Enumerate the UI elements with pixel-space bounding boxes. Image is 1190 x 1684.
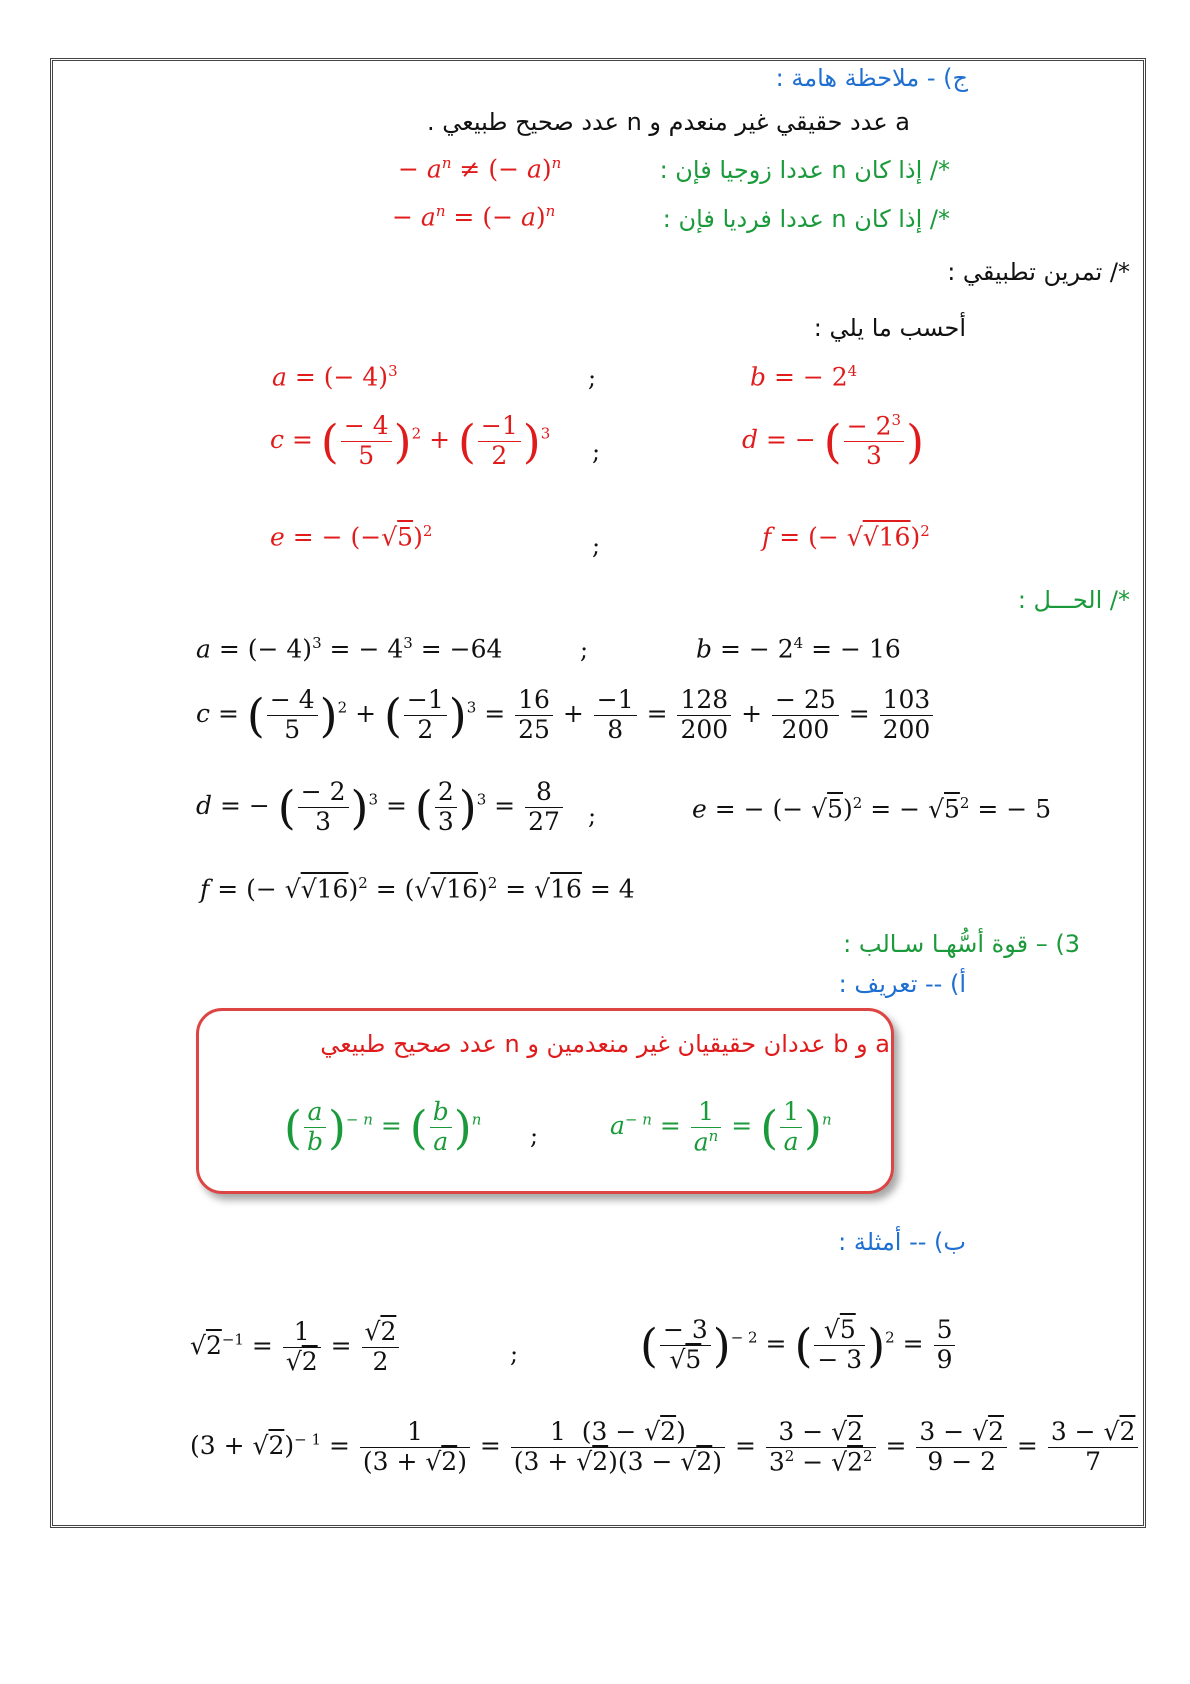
example-2: ( $\frac{- 3}{√5}$ )$^{- 2}$ = ( $\frac{√5}{- 3}$ )$^2$ = $\frac{5}{9}$: [640, 1316, 957, 1375]
note-odd-formula: − $a^n$ = (− a)$^n$: [392, 202, 556, 232]
separator: ;: [592, 532, 601, 560]
definition-formula-2: $a^{- n}$ = $\frac{1}{a^n}$ = ( $\frac{1}{a}$ )$^n$: [610, 1097, 832, 1157]
separator: ;: [530, 1122, 539, 1150]
exercise-b: b = − $2^4$: [750, 362, 858, 392]
separator: ;: [588, 802, 597, 830]
solution-e: e = − (− √5)$^2$ = − $√5^2$ = − 5: [692, 794, 1052, 824]
note-odd-text: */ إذا كان n عددا فرديا فإن :: [662, 205, 950, 233]
solution-d: d = − ( $\frac{- 2}{3}$ )$^3$ = ( $\frac{2}{3}$ )$^3$ = $\frac{8}{27}$: [196, 778, 565, 837]
exercise-e: e = − $(-√5)^2$: [270, 522, 433, 552]
section3-title: 3) – قوة أسُّهـا سـالب :: [843, 930, 1080, 958]
exercise-instruction: أحسب ما يلي :: [813, 314, 966, 342]
examples-title: ب) -- أمثلة :: [838, 1228, 966, 1256]
separator: ;: [592, 438, 601, 466]
example-3: $(3 + √2)^{- 1}$ = $\frac{1}{(3 + √2)}$ = $\frac{1 (3 - √2)}{(3 + √2)(3 - √2)}$ = $\frac{3 - √2}{3^2 - √2^2}$ = $\frac{3 - √2}{9 - 2}$ = $\frac{3 - √2}{7}$: [190, 1418, 1140, 1477]
example-1: $√2^{-1}$ = $\frac{1}{√2}$ = $\frac{√2}{2}$: [190, 1318, 401, 1377]
exercise-d: d = − ( $\frac{- 2^3}{3}$ ): [742, 411, 925, 471]
exercise-a: a = (− 4)$^3$: [272, 362, 398, 392]
note-title: ج) - ملاحظة هامة :: [775, 64, 968, 92]
exercise-f: f = (− √√16)$^2$: [762, 522, 930, 552]
exercise-title: */ تمرين تطبيقي :: [947, 258, 1130, 286]
solution-b: b = − $2^4$ = − 16: [696, 634, 901, 664]
solution-title: */ الحـــل :: [1017, 586, 1130, 614]
solution-a: a = (− 4)$^3$ = − $4^3 = -64$: [196, 634, 503, 664]
solution-f: f = (− $√√16)^2 = (√√16)^2 = √16 = 4$: [200, 874, 635, 904]
solution-c: c = ( $\frac{- 4}{5}$ )$^2$ + ( $\frac{-1}{2}$ )$^3$ = $\frac{16}{25}$ + $\frac{-1}{8}$ = $\frac{128}{200}$ + $\frac{- 25}{200}$ = $\frac{103}{200}$: [196, 686, 935, 745]
separator: ;: [588, 364, 597, 392]
separator: ;: [580, 636, 589, 664]
definition-text: a و b عددان حقيقيان غير منعدمين و n عدد صحيح طبيعي: [320, 1030, 890, 1058]
definition-formula-1: ( $\frac{a}{b}$ )$^{- n}$ = ( $\frac{b}{a}$ )$^n$: [284, 1097, 482, 1156]
separator: ;: [510, 1340, 519, 1368]
note-even-text: */ إذا كان n عددا زوجيا فإن :: [659, 156, 950, 184]
exercise-c: c = ( $\frac{- 4}{5}$ )$^2$ + ( $\frac{-1}{2}$ )$^3$: [270, 411, 551, 470]
note-premise: a عدد حقيقي غير منعدم و n عدد صحيح طبيعي .: [427, 108, 910, 136]
definition-title: أ) -- تعريف :: [838, 970, 966, 998]
note-even-formula: − $a^n$ ≠ (− a)$^n$: [398, 154, 562, 184]
